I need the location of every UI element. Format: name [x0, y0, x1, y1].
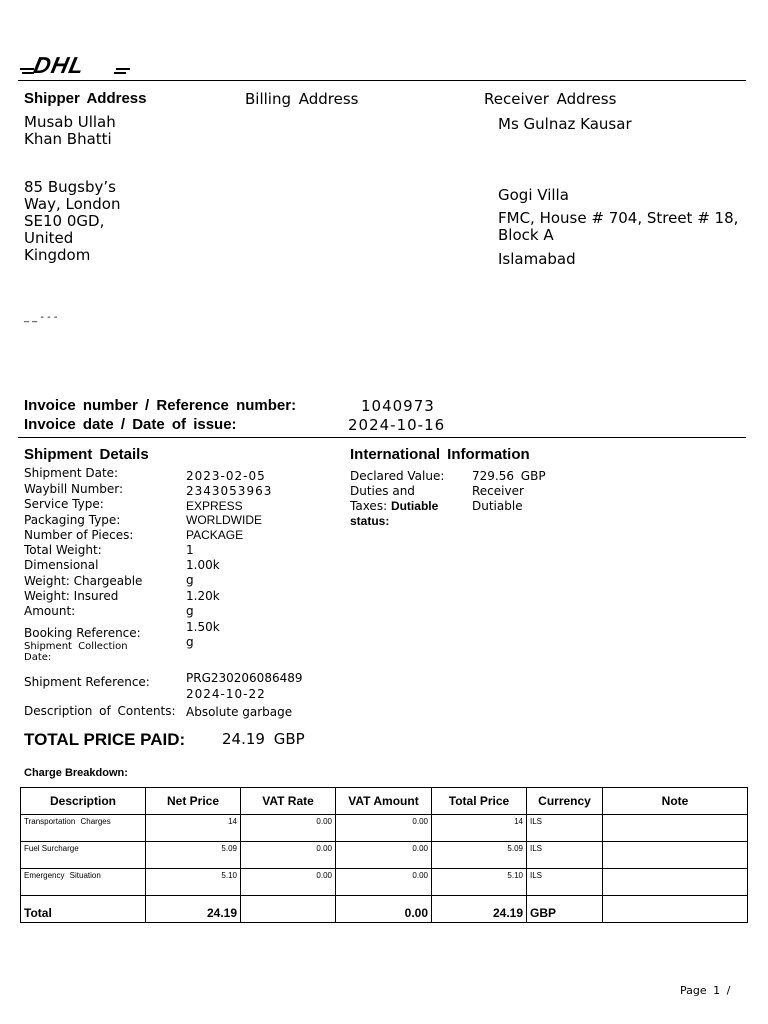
value-v1: 1	[186, 543, 194, 557]
label-waybill: Waybill Number:	[24, 482, 124, 496]
col-note: Note	[603, 788, 748, 815]
cell-total-price: 5.09	[432, 842, 527, 869]
value-contents: Absolute garbage	[186, 705, 293, 719]
cell-total-price: 5.10	[432, 869, 527, 896]
value-v5: g	[186, 604, 194, 618]
table-row	[21, 815, 748, 842]
value-v4: 1.20k	[186, 589, 220, 603]
receiver-line3: Islamabad	[498, 250, 576, 268]
cell-vat-rate: 0.00	[241, 815, 336, 842]
cell-total-price: 14	[432, 815, 527, 842]
cell-net-price: 5.09	[146, 842, 241, 869]
receiver-line1: Gogi Villa	[498, 186, 569, 204]
cell-total-currency: GBP	[527, 896, 603, 923]
charge-table-header	[21, 788, 748, 815]
label-shipment-date: Shipment Date:	[24, 466, 119, 480]
cell-currency: ILS	[527, 842, 603, 869]
international-heading: International Information	[350, 446, 530, 463]
label-booking-ref: Booking Reference:	[24, 626, 141, 640]
cell-total-total: 24.19	[432, 896, 527, 923]
receiver-address-heading: Receiver Address	[484, 90, 617, 108]
receiver-line2: FMC, House # 704, Street # 18, Block A	[498, 209, 739, 244]
label-dimensional: Dimensional	[24, 558, 99, 572]
cell-vat-rate: 0.00	[241, 869, 336, 896]
cell-total-vat-amount: 0.00	[336, 896, 432, 923]
receiver-name: Ms Gulnaz Kausar	[498, 115, 632, 133]
label-contents: Description of Contents:	[24, 704, 176, 718]
value-shipment-date: 2023-02-05	[186, 469, 266, 483]
cell-vat-amount: 0.00	[336, 842, 432, 869]
invoice-rule	[18, 437, 746, 438]
cell-net-price: 14	[146, 815, 241, 842]
cell-vat-amount: 0.00	[336, 815, 432, 842]
cell-description: Fuel Surcharge	[21, 842, 146, 869]
table-row	[21, 869, 748, 896]
shipper-name: Musab Ullah Khan Bhatti	[24, 113, 116, 148]
cell-note	[603, 869, 748, 896]
shipper-address-heading: Shipper Address	[24, 90, 147, 107]
invoice-number-value: 1040973	[361, 397, 435, 415]
billing-address-heading: Billing Address	[245, 90, 359, 108]
invoice-number-label: Invoice number / Reference number:	[24, 397, 297, 414]
cell-net-price: 5.10	[146, 869, 241, 896]
declared-value: 729.56 GBP	[472, 469, 546, 483]
col-total-price: Total Price	[432, 788, 527, 815]
label-weight-chargeable: Weight: Chargeable	[24, 574, 143, 588]
col-currency: Currency	[527, 788, 603, 815]
dhl-logo	[18, 52, 132, 78]
value-v7: g	[186, 635, 194, 649]
value-shipment-ref: PRG230206086489	[186, 671, 303, 685]
value-service-type: EXPRESS	[186, 499, 243, 513]
page-number: Page 1 /	[680, 984, 731, 997]
charge-table	[20, 787, 748, 923]
col-vat-rate: VAT Rate	[241, 788, 336, 815]
value-v2: 1.00k	[186, 558, 220, 572]
cell-note	[603, 815, 748, 842]
table-row	[21, 842, 748, 869]
duties-value: Receiver	[472, 484, 524, 498]
label-pieces: Number of Pieces:	[24, 528, 134, 542]
dhl-logo-text: DHL	[31, 52, 88, 78]
cell-currency: ILS	[527, 815, 603, 842]
value-packaging-type: WORLDWIDE	[186, 513, 262, 527]
label-shipment-ref: Shipment Reference:	[24, 675, 150, 689]
declared-value-label: Declared Value:	[350, 469, 445, 483]
invoice-date-value: 2024-10-16	[348, 416, 446, 434]
label-total-weight: Total Weight:	[24, 543, 102, 557]
col-description: Description	[21, 788, 146, 815]
total-price-label: TOTAL PRICE PAID:	[24, 730, 186, 749]
cell-note	[603, 842, 748, 869]
cell-currency: ILS	[527, 869, 603, 896]
cell-total-note	[603, 896, 748, 923]
cell-total-vat-rate	[241, 896, 336, 923]
label-service-type: Service Type:	[24, 497, 104, 511]
label-packaging-type: Packaging Type:	[24, 513, 121, 527]
shipper-extra: _ _ - - -	[24, 312, 58, 323]
dutiable-value: Dutiable	[472, 499, 523, 513]
shipment-details-heading: Shipment Details	[24, 446, 149, 463]
cell-total-label: Total	[21, 896, 146, 923]
cell-description: Transportation Charges	[21, 815, 146, 842]
value-v3: g	[186, 573, 194, 587]
cell-description: Emergency Situation	[21, 869, 146, 896]
value-waybill: 2343053963	[186, 484, 273, 498]
label-weight-insured: Weight: Insured	[24, 589, 119, 603]
cell-total-net: 24.19	[146, 896, 241, 923]
table-total-row	[21, 896, 748, 923]
col-vat-amount: VAT Amount	[336, 788, 432, 815]
top-rule	[18, 80, 746, 81]
col-net-price: Net Price	[146, 788, 241, 815]
label-amount: Amount:	[24, 604, 76, 618]
charge-breakdown-title: Charge Breakdown:	[24, 767, 128, 779]
shipper-address: 85 Bugsby’s Way, London SE10 0GD, United Kingdom	[24, 178, 121, 264]
label-collection-date: Shipment Collection Date:	[24, 641, 128, 663]
cell-vat-amount: 0.00	[336, 869, 432, 896]
duties-label: Duties and Taxes: Dutiable status:	[350, 484, 439, 528]
cell-vat-rate: 0.00	[241, 842, 336, 869]
value-pieces: PACKAGE	[186, 528, 244, 542]
total-price-value: 24.19 GBP	[222, 730, 305, 748]
invoice-date-label: Invoice date / Date of issue:	[24, 416, 237, 433]
value-v6: 1.50k	[186, 620, 220, 634]
value-collection-date: 2024-10-22	[186, 687, 266, 701]
